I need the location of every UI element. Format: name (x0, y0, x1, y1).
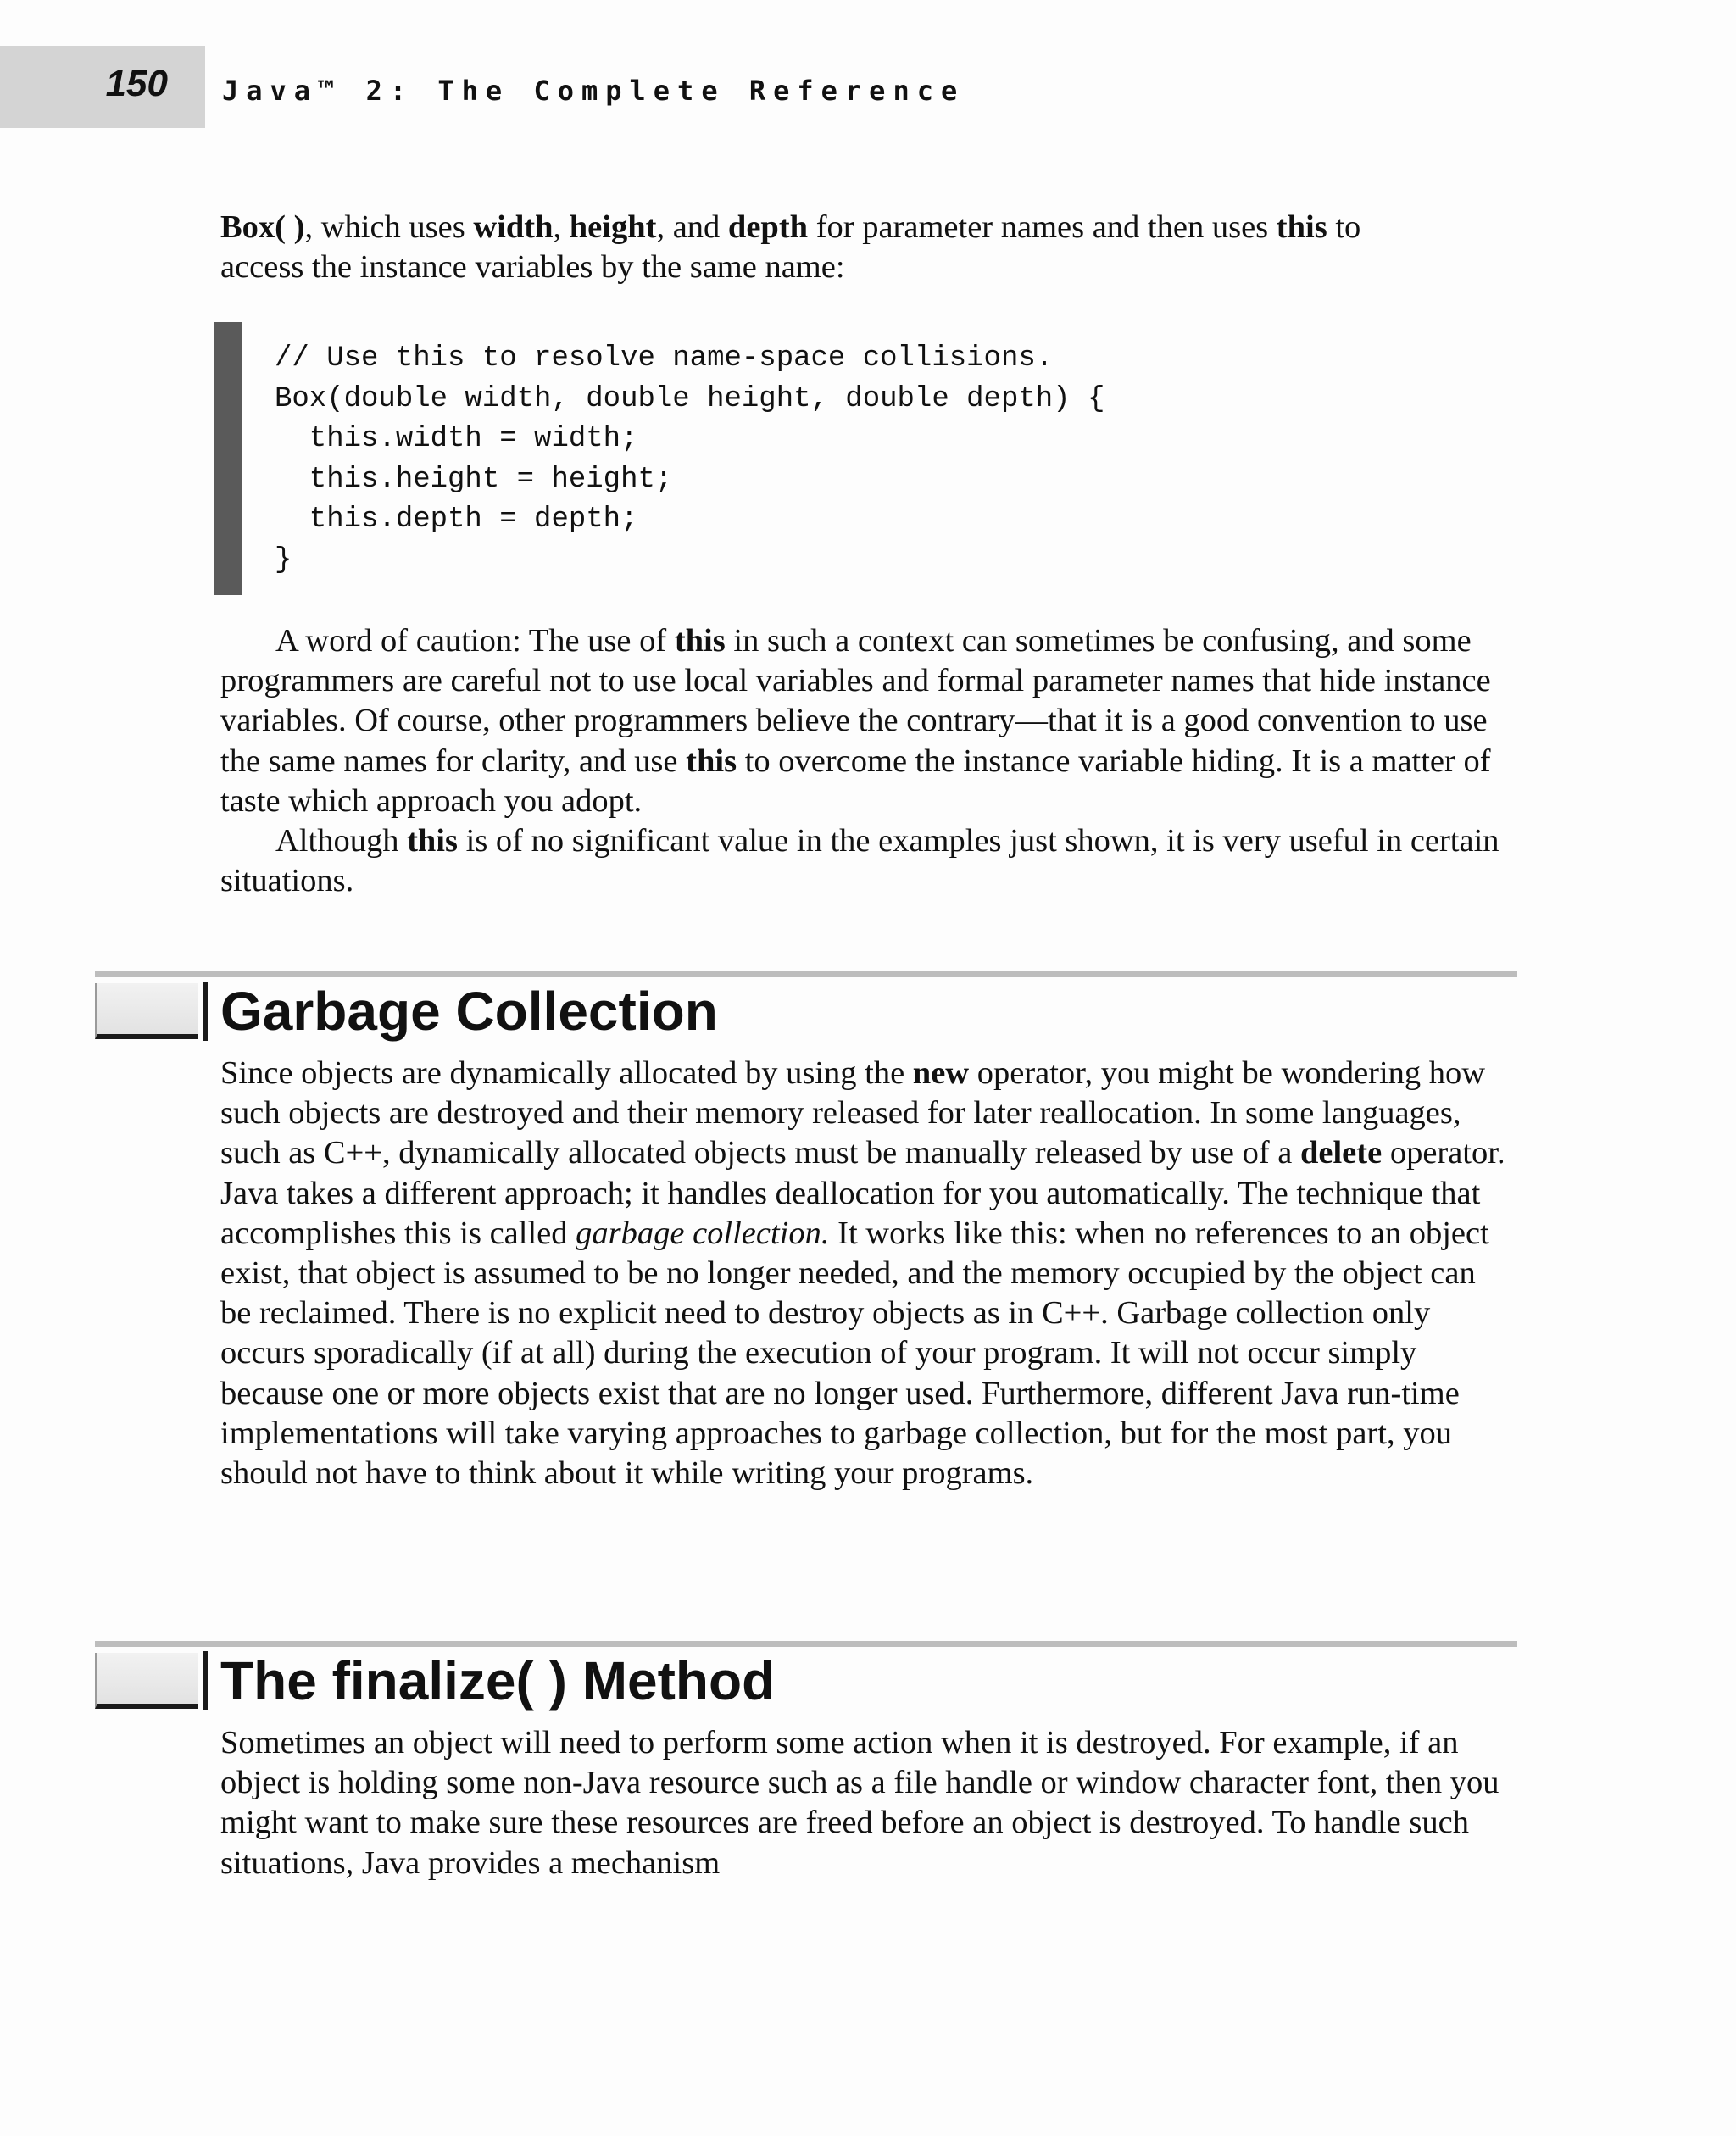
this-term: this (686, 743, 737, 779)
code-line: this.width = width; (275, 423, 638, 455)
page-number: 150 (105, 63, 168, 104)
although-text: is of no significant value in the examples just shown, it is very useful in certain situations. (220, 823, 1500, 899)
section-marker-icon (95, 983, 198, 1039)
this-term: this (674, 623, 726, 659)
garbage-collection-text (220, 1054, 1514, 1494)
intro-this-term: this (1276, 209, 1327, 245)
section-marker-icon (95, 1653, 198, 1709)
caution-paragraphs (220, 621, 1514, 901)
page-number-tab (0, 46, 205, 128)
intro-text: , (553, 209, 570, 245)
although-text: Although (275, 823, 408, 859)
code-listing (275, 339, 1104, 581)
gc-text: operator, you might be wondering how such objects are destroyed and their memory released for later reallocation. In some languages, such as C++, dynamically allocated objects must be manually released by use of a (220, 1055, 1486, 1171)
intro-text: for parameter names and then uses (808, 209, 1277, 245)
intro-text: , and (656, 209, 728, 245)
intro-line-1 (220, 208, 1514, 248)
page-header (0, 46, 1736, 128)
section-heading-finalize-method: The finalize( ) Method (220, 1650, 776, 1711)
caution-text: in such a context can sometimes be confusing, and some programmers are careful not to use local variables and formal parameter names that hide instance variables. Of course, other programmers believe the contrary—that it is a good convention to use the same names for clarity, and use (220, 623, 1491, 779)
code-line: // Use this to resolve name-space collisions. (275, 342, 1054, 375)
intro-text: , which uses (304, 209, 474, 245)
caution-paragraph (220, 621, 1514, 821)
running-title: Java™ 2: The Complete Reference (222, 75, 965, 107)
garbage-collection-term: garbage collection. (576, 1215, 830, 1251)
although-paragraph (220, 821, 1514, 901)
gc-text: operator. Java takes a different approach; it handles deallocation for you automatically. The technique that accomplishes this is called (220, 1135, 1505, 1251)
gc-text: Since objects are dynamically allocated by using the (220, 1055, 913, 1091)
delete-term: delete (1299, 1135, 1383, 1171)
intro-height-term: height (569, 209, 657, 245)
intro-depth-term: depth (727, 209, 809, 245)
code-line: this.depth = depth; (275, 503, 638, 536)
caution-text: A word of caution: The use of (275, 623, 675, 659)
new-term: new (912, 1055, 970, 1091)
section-rule (95, 971, 1517, 977)
code-listing-bar (214, 322, 242, 595)
section-rule (95, 1641, 1517, 1647)
section-heading-garbage-collection: Garbage Collection (220, 981, 718, 1042)
code-line: } (275, 543, 292, 576)
intro-paragraph (220, 208, 1514, 287)
finalize-paragraph (220, 1723, 1514, 1883)
gc-text: It works like this: when no references to an object exist, that object is assumed to be no longer needed, and the memory occupied by the object can be reclaimed. There is no explicit need to destroy objects as in C++. Garbage collection only occurs sporadically (if at all) during the execution of your program. It will not occur simply because one or more objects exist that are no longer used. Furthermore, different Java run-time implementations will take varying approaches to garbage collection, but for the most part, you should not have to think about it while writing your programs. (220, 1215, 1489, 1492)
code-line: this.height = height; (275, 463, 673, 496)
intro-box-code: Box( ) (220, 209, 305, 245)
garbage-collection-paragraph (220, 1054, 1514, 1494)
intro-width-term: width (473, 209, 554, 245)
finalize-text: Sometimes an object will need to perform some action when it is destroyed. For example, if an object is holding some non-Java resource such as a file handle or window character font, then you might want to make sure these resources are freed before an object is destroyed. To handle such situations, Java provides a mechanism (220, 1725, 1500, 1881)
caution-text: to overcome the instance variable hiding. It is a matter of taste which approach you adopt. (220, 743, 1491, 819)
this-term: this (407, 823, 458, 859)
intro-text: to (1327, 209, 1361, 245)
code-line: Box(double width, double height, double depth) { (275, 382, 1105, 415)
intro-line-2: access the instance variables by the same name: (220, 249, 845, 286)
